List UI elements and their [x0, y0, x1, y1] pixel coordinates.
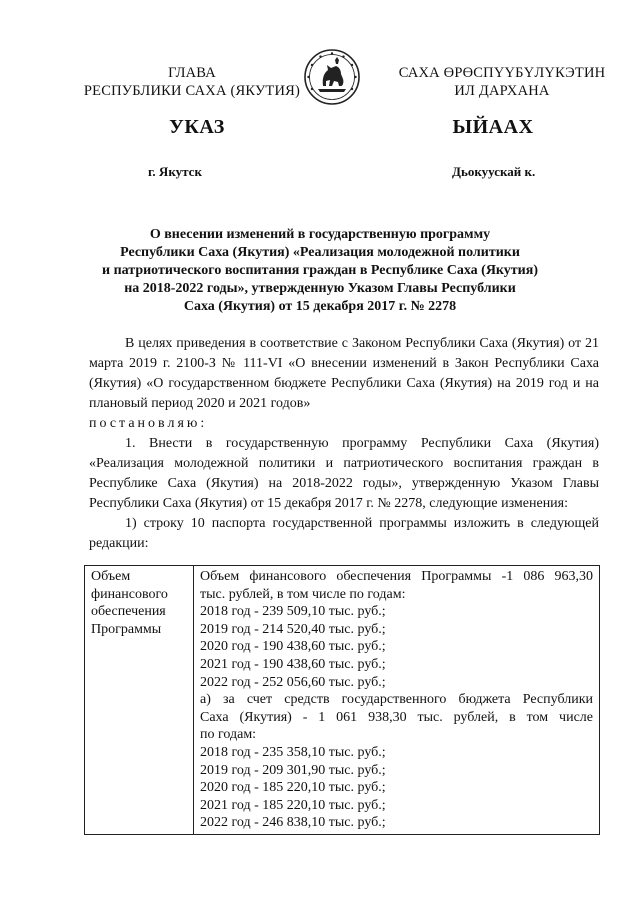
- sub-year-line: 2022 год - 246 838,10 тыс. руб.;: [200, 815, 386, 831]
- table-row: [85, 566, 600, 835]
- subsection-a-line: а) за счет средств государственного бюджета Республики: [200, 692, 593, 708]
- header-right-line1: САХА ӨРӨСПҮҮБҮЛҮКЭТИН: [398, 65, 606, 81]
- title-line: Саха (Якутия) от 15 декабря 2017 г. № 2278: [183, 299, 457, 314]
- subsection-a-line: по годам:: [200, 727, 257, 743]
- year-line: 2021 год - 190 438,60 тыс. руб.;: [200, 656, 386, 672]
- republic-emblem-icon: [303, 48, 361, 106]
- financing-label: Объем финансового обеспечения Программы: [91, 569, 168, 637]
- title-line: на 2018-2022 годы», утвержденную Указом Главы Республики: [124, 281, 516, 296]
- header-left-line2: РЕСПУБЛИКИ САХА (ЯКУТИЯ): [83, 83, 301, 99]
- subsection-a-line: Саха (Якутия) - 1 061 938,30 тыс. рублей, в том числе: [200, 709, 593, 725]
- preamble-paragraph: В целях приведения в соответствие с Законом Республики Саха (Якутия) от 21 марта 2019 г. 2100-З № 111-VI «О внесении изменений в Закон Республики Саха (Якутия) «О государственном бюджете Республики Саха (Якутия) на 2019 год и на плановый период 2020 и 2021 годов»: [89, 336, 599, 411]
- financing-table: [84, 565, 600, 835]
- sub-year-line: 2019 год - 209 301,90 тыс. руб.;: [200, 762, 386, 778]
- item-1-paragraph: 1. Внести в государственную программу Республики Саха (Якутия) «Реализация молодежной политики и патриотического воспитания граждан в Республике Саха (Якутия) на 2018-2022 годы», утвержденную Указом Главы Республики Саха (Якутия) от 15 декабря 2017 г. № 2278, следующие изменения:: [89, 436, 599, 511]
- header-right: [392, 64, 612, 100]
- doc-type-sakha: ЫЙААХ: [452, 116, 534, 138]
- city-ru: г. Якутск: [148, 164, 202, 179]
- year-line: 2019 год - 214 520,40 тыс. руб.;: [200, 621, 386, 637]
- document-body: [89, 334, 599, 554]
- total-line: Объем финансового обеспечения Программы -1 086 963,30: [200, 569, 593, 584]
- subitem-1-paragraph: 1) строку 10 паспорта государственной программы изложить в следующей редакции:: [89, 516, 599, 551]
- sub-year-line: 2018 год - 235 358,10 тыс. руб.;: [200, 744, 386, 760]
- document-title: [90, 226, 550, 316]
- decree-word: постановляю:: [89, 416, 208, 431]
- sub-year-line: 2020 год - 185 220,10 тыс. руб.;: [200, 780, 386, 796]
- financing-label-cell: [85, 566, 194, 835]
- year-line: 2020 год - 190 438,60 тыс. руб.;: [200, 639, 386, 655]
- year-line: 2022 год - 252 056,60 тыс. руб.;: [200, 674, 386, 690]
- year-line: 2018 год - 239 509,10 тыс. руб.;: [200, 604, 386, 620]
- title-line: Республики Саха (Якутия) «Реализация молодежной политики: [120, 245, 520, 260]
- header-left: [82, 64, 302, 100]
- total-line: тыс. рублей, в том числе по годам:: [200, 586, 406, 602]
- header-left-line1: ГЛАВА: [168, 65, 216, 81]
- title-line: О внесении изменений в государственную программу: [149, 227, 491, 242]
- city-sakha: Дьокуускай к.: [452, 164, 536, 179]
- doc-type-ru: УКАЗ: [169, 116, 225, 138]
- header-right-line2: ИЛ ДАРХАНА: [454, 83, 550, 99]
- financing-values-cell: [194, 566, 600, 835]
- sub-year-line: 2021 год - 185 220,10 тыс. руб.;: [200, 797, 386, 813]
- title-line: и патриотического воспитания граждан в Республике Саха (Якутия): [102, 263, 538, 278]
